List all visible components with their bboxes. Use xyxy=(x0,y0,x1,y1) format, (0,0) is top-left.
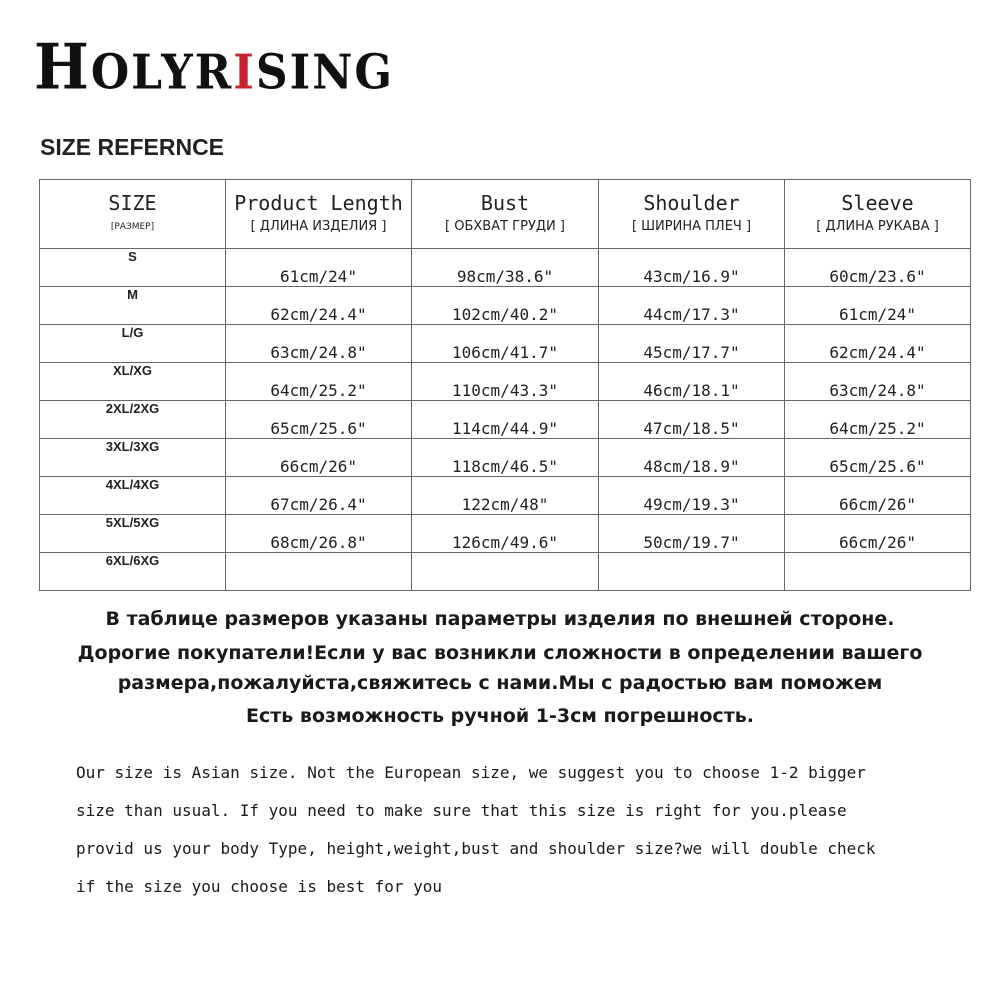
note-en-line: provid us your body Type, height,weight,bust and shoulder size?we will double check xyxy=(76,839,876,858)
bust-cell xyxy=(412,553,599,591)
header-product-length: Product Length [ ДЛИНА ИЗДЕЛИЯ ] xyxy=(226,180,412,249)
shoulder-cell: 45cm/17.7" xyxy=(599,325,785,363)
size-cell: 6XL/6XG xyxy=(40,553,226,591)
size-cell: 2XL/2XG xyxy=(40,401,226,439)
bust-cell: 106cm/41.7" xyxy=(412,325,599,363)
note-en-line: Our size is Asian size. Not the European size, we suggest you to choose 1-2 bigger xyxy=(76,763,866,782)
table-row xyxy=(40,515,971,553)
header-size: SIZE [РАЗМЕР] xyxy=(40,180,226,249)
header-sleeve: Sleeve [ ДЛИНА РУКАВА ] xyxy=(785,180,971,249)
length-cell: 68cm/26.8" xyxy=(226,515,412,553)
size-cell: XL/XG xyxy=(40,363,226,401)
brand-logo: HOLYRISING xyxy=(34,30,394,104)
sleeve-cell: 64cm/25.2" xyxy=(785,401,971,439)
shoulder-cell: 49cm/19.3" xyxy=(599,477,785,515)
length-cell: 65cm/25.6" xyxy=(226,401,412,439)
note-en-line: if the size you choose is best for you xyxy=(76,877,443,896)
table-header-row xyxy=(40,180,971,249)
sleeve-cell: 66cm/26" xyxy=(785,477,971,515)
shoulder-cell: 47cm/18.5" xyxy=(599,401,785,439)
bust-cell: 110cm/43.3" xyxy=(412,363,599,401)
size-cell: S xyxy=(40,249,226,287)
header-shoulder: Shoulder [ ШИРИНА ПЛЕЧ ] xyxy=(599,180,785,249)
shoulder-cell: 44cm/17.3" xyxy=(599,287,785,325)
length-cell: 62cm/24.4" xyxy=(226,287,412,325)
table-row xyxy=(40,553,971,591)
note-ru-line: размера,пожалуйста,свяжитесь с нами.Мы с радостью вам поможем xyxy=(117,672,883,694)
bust-cell: 122cm/48" xyxy=(412,477,599,515)
bust-cell: 126cm/49.6" xyxy=(412,515,599,553)
size-cell: 3XL/3XG xyxy=(40,439,226,477)
length-cell: 67cm/26.4" xyxy=(226,477,412,515)
shoulder-cell: 48cm/18.9" xyxy=(599,439,785,477)
table-row xyxy=(40,287,971,325)
sleeve-cell: 66cm/26" xyxy=(785,515,971,553)
table-row xyxy=(40,249,971,287)
length-cell: 61cm/24" xyxy=(226,249,412,287)
shoulder-cell: 43cm/16.9" xyxy=(599,249,785,287)
note-ru-line: Есть возможность ручной 1-3см погрешность. xyxy=(246,705,754,727)
size-table xyxy=(39,179,971,591)
bust-cell: 118cm/46.5" xyxy=(412,439,599,477)
bust-cell: 102cm/40.2" xyxy=(412,287,599,325)
length-cell: 64cm/25.2" xyxy=(226,363,412,401)
note-ru-line: В таблице размеров указаны параметры изделия по внешней стороне. xyxy=(105,608,895,630)
sleeve-cell: 62cm/24.4" xyxy=(785,325,971,363)
note-en-line: size than usual. If you need to make sure that this size is right for you.please xyxy=(76,801,847,820)
sleeve-cell: 65cm/25.6" xyxy=(785,439,971,477)
sleeve-cell: 61cm/24" xyxy=(785,287,971,325)
length-cell: 66cm/26" xyxy=(226,439,412,477)
bust-cell: 114cm/44.9" xyxy=(412,401,599,439)
sleeve-cell: 60cm/23.6" xyxy=(785,249,971,287)
size-cell: L/G xyxy=(40,325,226,363)
shoulder-cell: 50cm/19.7" xyxy=(599,515,785,553)
sleeve-cell: 63cm/24.8" xyxy=(785,363,971,401)
table-row xyxy=(40,439,971,477)
size-cell: 4XL/4XG xyxy=(40,477,226,515)
table-row xyxy=(40,325,971,363)
shoulder-cell: 46cm/18.1" xyxy=(599,363,785,401)
sleeve-cell xyxy=(785,553,971,591)
length-cell xyxy=(226,553,412,591)
table-row xyxy=(40,477,971,515)
shoulder-cell xyxy=(599,553,785,591)
length-cell: 63cm/24.8" xyxy=(226,325,412,363)
size-cell: M xyxy=(40,287,226,325)
table-row xyxy=(40,363,971,401)
page-title: SIZE REFERNCE xyxy=(40,134,225,160)
header-bust: Bust [ ОБХВАТ ГРУДИ ] xyxy=(412,180,599,249)
bust-cell: 98cm/38.6" xyxy=(412,249,599,287)
note-ru-line: Дорогие покупатели!Если у вас возникли сложности в определении вашего xyxy=(77,642,923,664)
table-row xyxy=(40,401,971,439)
size-cell: 5XL/5XG xyxy=(40,515,226,553)
